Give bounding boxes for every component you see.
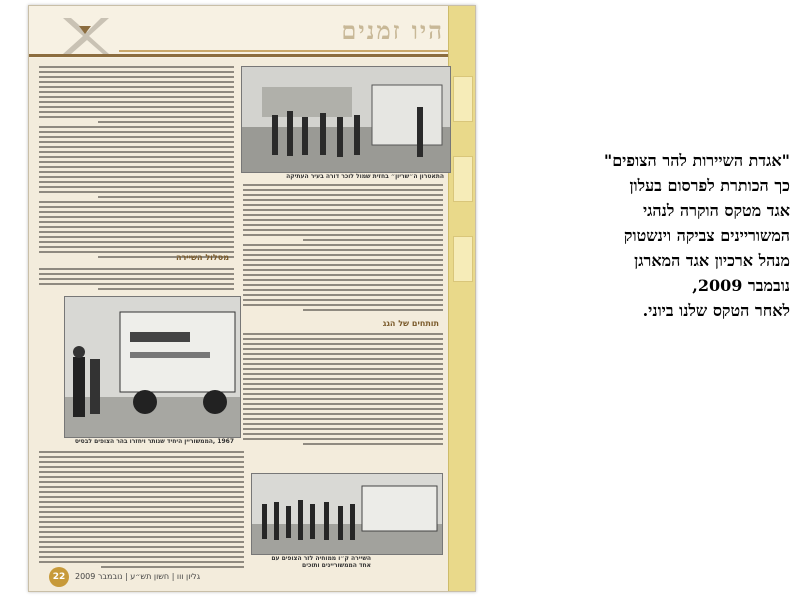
side-tab: [453, 156, 473, 202]
header-rule: [29, 54, 449, 57]
photo-bottom: [251, 473, 443, 555]
caption-top-photo: התאטרון ה״שריון״ בחזית שמול לוכר דורה בעיר העתיקה: [286, 173, 444, 180]
header-accent-line: [119, 50, 449, 52]
text-column-right-lower: [243, 333, 443, 448]
text-column-left-mid: [39, 268, 234, 293]
subhead-convoy: מסלול השיירה: [175, 253, 229, 262]
subhead-inside: תותחים של הגג: [382, 319, 439, 328]
magazine-page: [28, 5, 476, 592]
description-line: המשוריינים צביקה וינשטוק: [623, 226, 790, 245]
page-title: היו זמנים: [341, 16, 444, 45]
photo-top: [241, 66, 451, 173]
caption-bottom-photo: השיירה ק״ו ממוחיה לזר הצופים עם אחד הממשוריינים ותוכים: [271, 555, 371, 569]
page-side-strip: [448, 6, 475, 591]
page-number: 22: [49, 567, 69, 587]
footer-issue-text: גליון ווו | חשון תש״ע | נובמבר 2009: [75, 572, 201, 581]
description-line: מנהל ארכיון אגד המארגן: [634, 251, 790, 270]
description-line: "אגדת השיירות להר הצופים": [603, 151, 790, 170]
photo-armored-vehicle: [64, 296, 241, 438]
description-line: נובמבר 2009,: [692, 276, 790, 295]
caption-middle-photo: 1967 ,הממשוריין היחיד שנותר ויחזרו בהר הצופים לבסיס: [74, 438, 234, 445]
text-column-right: [243, 184, 443, 314]
description-line: לאחר הטקס שלנו ביוני.: [642, 301, 790, 320]
description-line: כך הכותרת לפרסום בעלון: [629, 176, 790, 195]
side-tab: [453, 236, 473, 282]
description-text: [478, 148, 790, 323]
text-column-left-bottom: [39, 451, 244, 571]
page-footer: [29, 567, 449, 589]
description-line: אגד מטקס הוקרה לנהגי: [642, 201, 790, 220]
text-column-left-top: [39, 66, 234, 261]
magazine-logo-icon: [59, 14, 111, 58]
side-tab: [453, 76, 473, 122]
